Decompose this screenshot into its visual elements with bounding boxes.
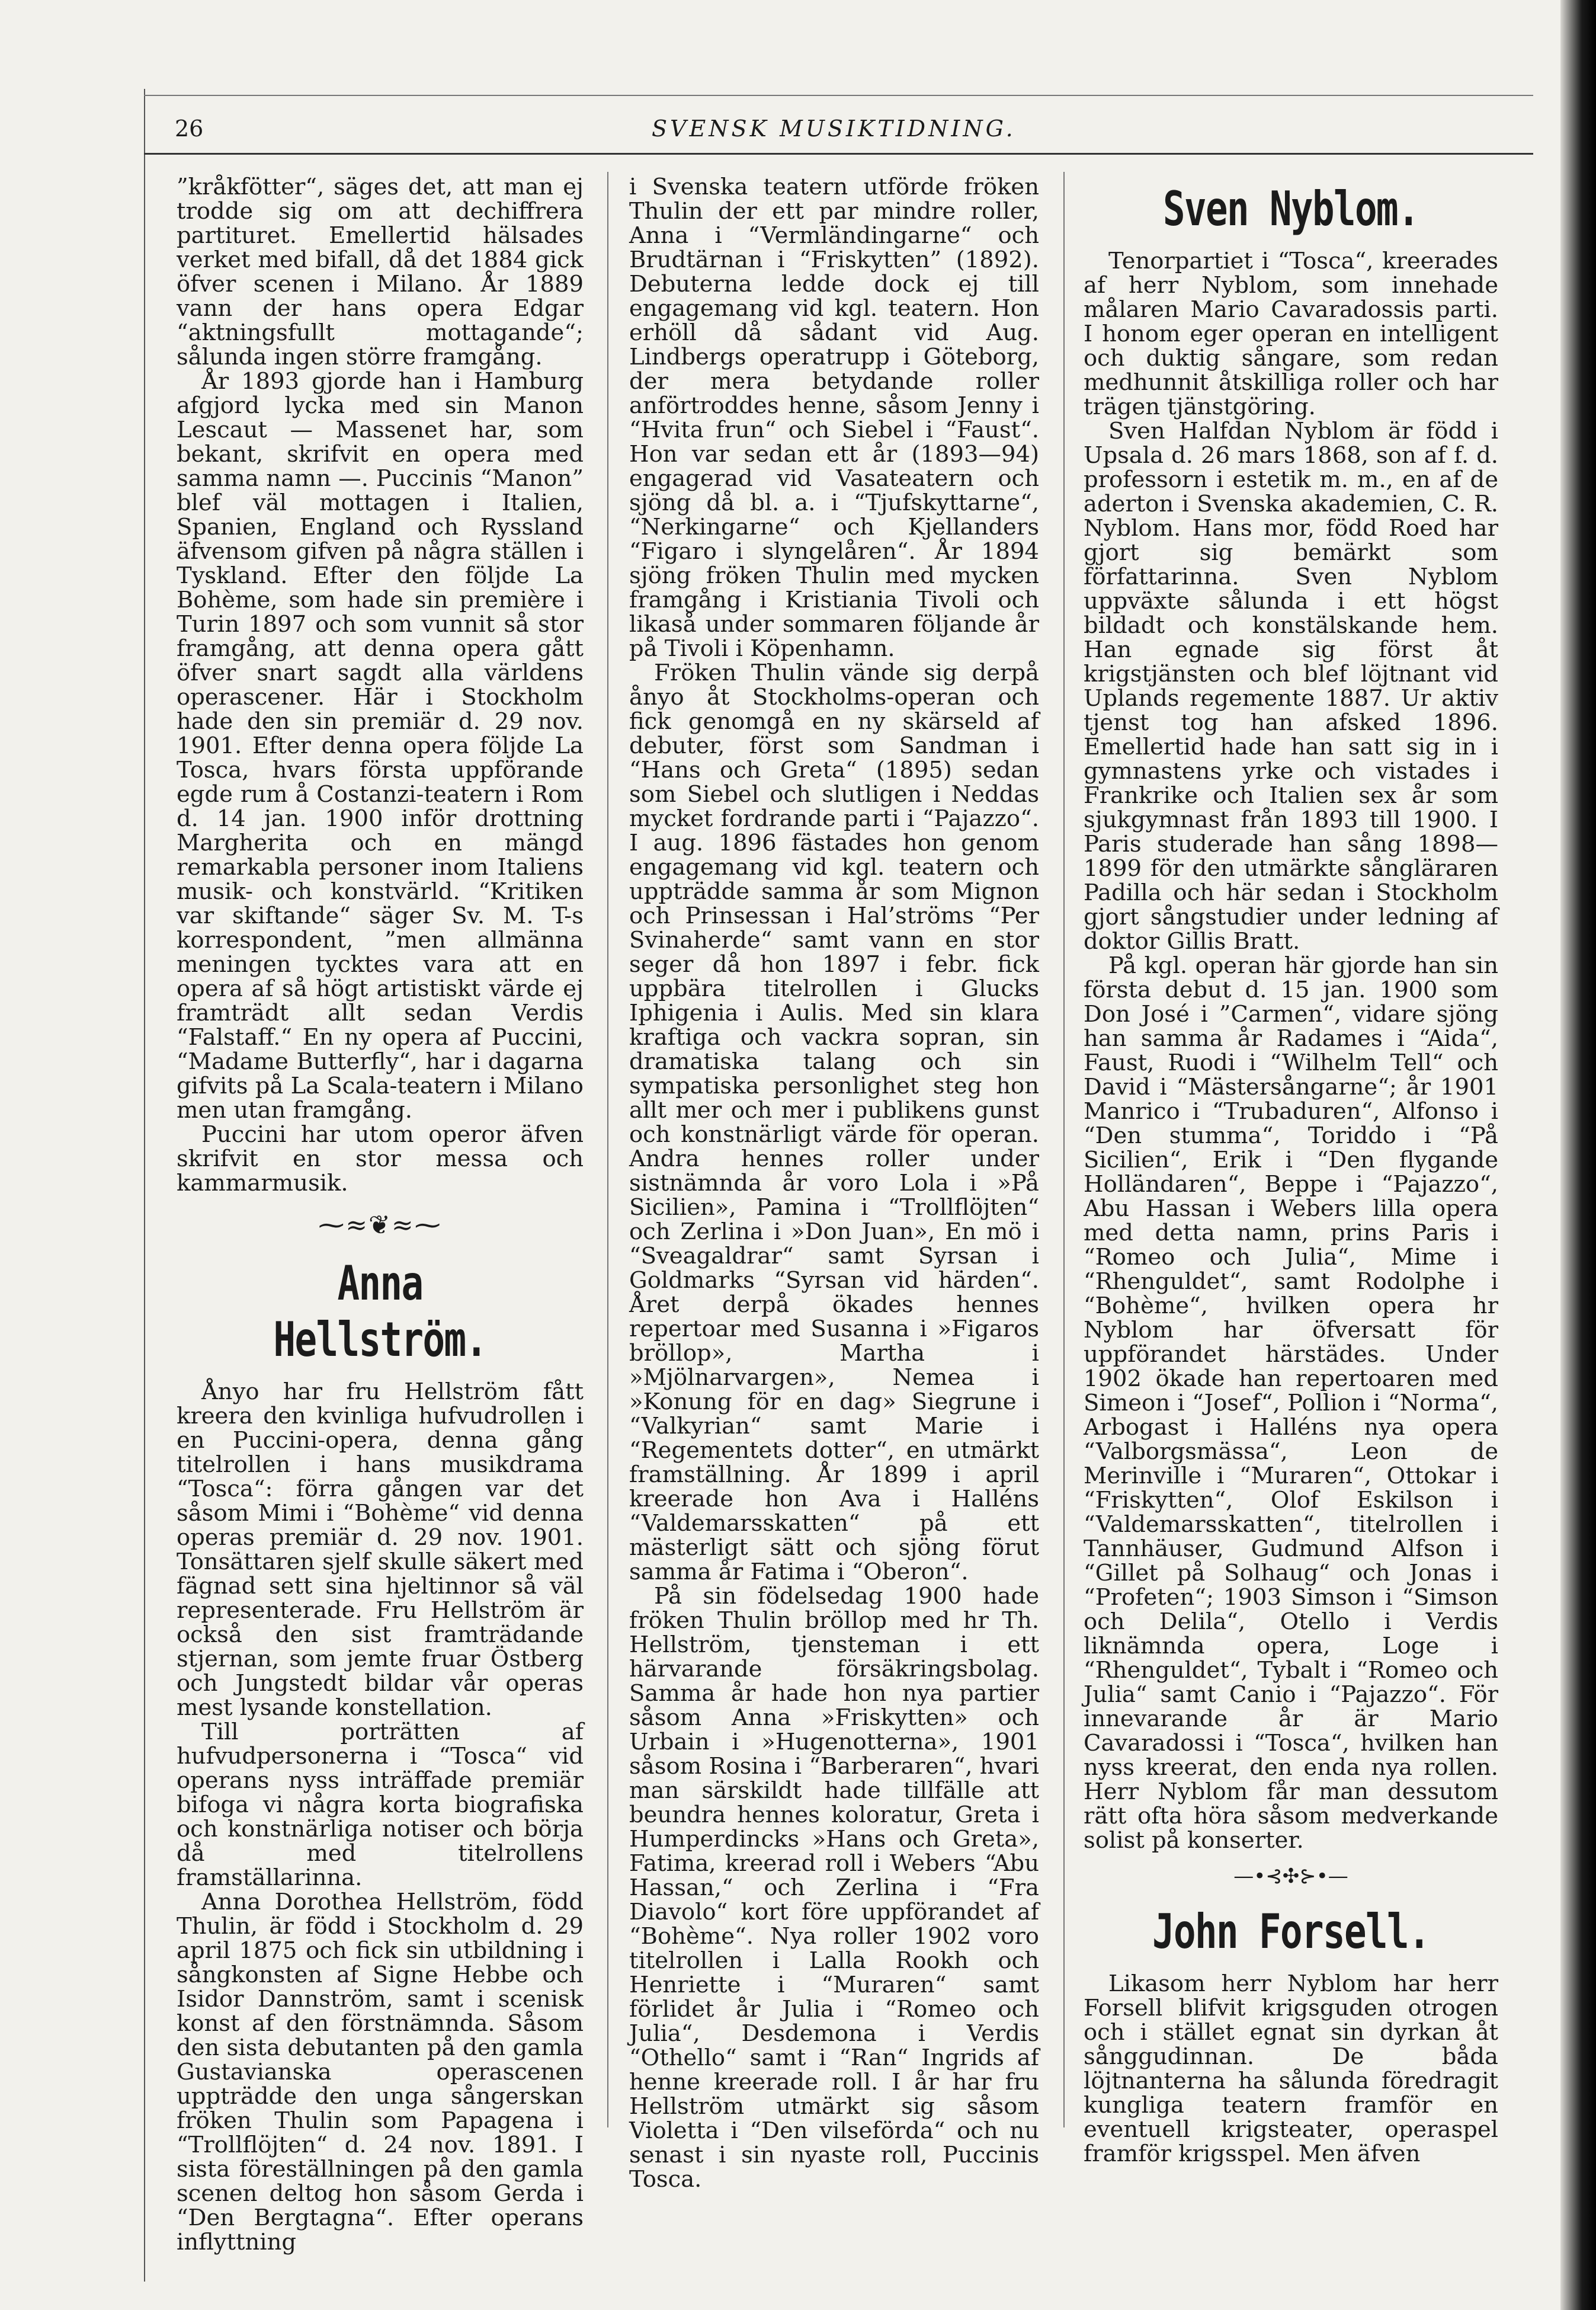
puccini-paragraph-2: År 1893 gjorde han i Hamburg afgjord lycka med sin Manon Lescaut — Massenet har, som bekant, skrifvit en opera med samma namn —. Puccinis “Manon” blef väl mottagen i Italien, Spanien, England och Ryssland äfvensom gifven på några ställen i Tyskland. Efter den följde La Bohème, som hade sin première i Turin 1897 och som vunnit så stor framgång, att denna opera gått öfver snart sagdt alla världens operascener. Här i Stockholm hade den sin premiär d. 29 nov. 1901. Efter denna opera följde La Tosca, hvars första uppförande egde rum å Costanzi-teatern i Rom d. 14 jan. 1900 inför drottning Margherita och en mängd remarkabla personer inom Italiens musik- och konstvärld. “Kritiken var skiftande“ säger Sv. M. T-s korrespondent, ”men allmänna meningen tycktes vara att en opera af så högt artistiskt värde ej framträdt allt sedan Verdis “Falstaff.“ En ny opera af Puccini, “Madame Butterfly“, har i dagarna gifvits på La Scala-teatern i Milano men utan framgång. [177,368,584,1124]
page-number: 26 [175,116,204,142]
hellstrom-paragraph-2: Till porträtten af hufvudpersonerna i “Tosca“ vid operans nyss inträffade premiär bifoga vi några korta biografiska och konstnärliga notiser och börja då med titelrollens framställarinna. [177,1719,584,1891]
hellstrom-paragraph-5: Fröken Thulin vände sig derpå ånyo åt Stockholms-operan och fick genomgå en ny skärseld af debuter, först som Sandman i “Hans och Greta“ (1895) sedan som Siebel och slutligen i Neddas mycket fordrande parti i “Pajazzo“. I aug. 1896 fästades hon genom engagemang vid kgl. teatern och uppträdde samma år som Mignon och Prinsessan i Hal’ströms “Per Svinaherde“ samt vann en stor seger då hon 1897 i febr. fick uppbära titelrollen i Glucks Iphigenia i Aulis. Med sin klara kraftiga och vackra sopran, sin dramatiska talang och sin sympatiska personlighet steg hon allt mer och mer i publikens gunst och konstnärligt värde för operan. Andra hennes roller under sistnämnda år voro Lola i »På Sicilien», Pamina i “Trollflöjten“ och Zerlina i »Don Juan», En mö i “Sveagaldrar“ samt Syrsan i Goldmarks “Syrsan vid härden“. Året derpå ökades hennes repertoar med Susanna i »Figaros bröllop», Martha i »Mjölnarvargen», Nemea i »Konung för en dag» Siegrune i “Valkyrian“ samt Marie i “Regementets dotter“, en utmärkt framställning. År 1899 i april kreerade hon Ava i Halléns “Valdemarsskatten“ på ett mästerligt sätt och sjöng förut samma år Fatima i “Oberon“. [629,660,1039,1585]
column-2 [629,175,1039,2191]
header-top-rule [144,95,1533,96]
puccini-paragraph-1: ”kråkfötter“, säges det, att man ej trodde sig om att dechiffrera partituret. Emellertid hälsades verket med bifall, då det 1884 gick öfver scenen i Milano. År 1889 vann der hans opera Edgar “aktningsfullt mottagande“; sålunda ingen större framgång. [177,174,584,370]
nyblom-paragraph-3: På kgl. operan här gjorde han sin första debut d. 15 jan. 1900 som Don José i ”Carmen“, vidare sjöng han samma år Radames i “Aida“, Faust, Ruodi i “Wilhelm Tell“ och David i “Mästersångarne“; år 1901 Manrico i “Trubaduren“, Alfonso i “Den stumma“, Toriddo i “På Sicilien“, Erik i “Den flygande Holländaren“, Beppe i “Pajazzo“, Abu Hassan i Webers lilla opera med detta namn, prins Paris i “Romeo och Julia“, Mime i “Rhenguldet“, samt Rodolphe i “Bohème“, hvilken opera hr Nyblom har öfversatt för uppförandet härstädes. Under 1902 ökade han repertoaren med Simeon i “Josef“, Pollion i “Norma“, Arbogast i Halléns nya opera “Valborgsmässa“, Leon de Merinville i “Muraren“, Ottokar i “Friskytten“, Olof Eskilson i “Valdemarsskatten“, titelrollen i Tannhäuser, Gudmund Alfson i “Gillet på Solhaug“ och Jonas i “Profeten“; 1903 Simson i “Simson och Delila“, Otello i Verdis liknämnda opera, Loge i “Rhenguldet“, Tybalt i “Romeo och Julia“ samt Canio i “Pajazzo“. För innevarande år är Mario Cavaradossi i “Tosca“, hvilken han nyss kreerat, den enda nya rollen. Herr Nyblom får man dessutom rätt ofta höra såsom medverkande solist på konserter. [1084,952,1498,1854]
section-heading-anna-hellstrom: Anna Hellström. [273,1256,487,1367]
header-rule [144,153,1533,155]
section-heading-john-forsell: John Forsell. [1152,1904,1430,1959]
ornament-divider: ⁓≈❦≈⁓ [318,1210,442,1240]
running-head: SVENSK MUSIKTIDNING. [652,116,1016,142]
nyblom-paragraph-1: Tenorpartiet i “Tosca“, kreerades af herr Nyblom, som innehade målaren Mario Cavaradossis parti. I honom eger operan en intelligent och duktig sångare, som redan medhunnit åtskilliga roller och har trägen tjänstgöring. [1084,248,1498,420]
nyblom-paragraph-2: Sven Halfdan Nyblom är född i Upsala d. 26 mars 1868, son af f. d. professorn i estetik m. m., en af de aderton i Svenska akademien, C. R. Nyblom. Hans mor, född Roed har gjort sig bemärkt som författarinna. Sven Nyblom uppväxte sålunda i ett högst bildadt och konstälskande hem. Han egnade sig först åt krigstjänsten och blef löjtnant vid Uplands regemente 1887. Ur aktiv tjenst tog han afsked 1896. Emellertid hade han satt sig in i gymnastens yrke och vistades i Frankrike och Italien sex år som sjukgymnast från 1893 till 1900. I Paris studerade han sång 1898—1899 för den utmärkte sångläraren Padilla och här sedan i Stockholm gjort sångstudier under ledning af doktor Gillis Bratt. [1084,418,1498,955]
column-rule-2 [1063,172,1065,2127]
section-heading-sven-nyblom: Sven Nyblom. [1162,181,1419,236]
hellstrom-paragraph-3: Anna Dorothea Hellström, född Thulin, är född i Stockholm d. 29 april 1875 och fick sin utbildning i sångkonsten af Signe Hebbe och Isidor Dannström, samt i scenisk konst af den förstnämnda. Såsom den sista debutanten på den gamla Gustavianska operascenen uppträdde den unga sångerskan fröken Thulin som Papagena i “Trollflöjten“ d. 24 nov. 1891. I sista föreställningen på den gamla scenen deltog hon såsom Gerda i “Den Bergtagna“. Efter operans inflyttning [177,1889,584,2255]
column-3 [1084,175,1498,2166]
hellstrom-paragraph-1: Ånyo har fru Hellström fått kreera den kvinliga hufvudrollen i en Puccini-opera, denna gång titelrollen i hans musikdrama “Tosca“: förra gången var det såsom Mimi i “Bohème“ vid denna operas premiär d. 29 nov. 1901. Tonsättaren sjelf skulle säkert med fägnad sett sina hjeltinnor så väl representerade. Fru Hellström är också den sist framträdande stjernan, som jemte fruar Östberg och Jungstedt bildar vår operas mest lysande konstellation. [177,1378,584,1721]
hellstrom-paragraph-4: i Svenska teatern utförde fröken Thulin der ett par mindre roller, Anna i “Vermländingarne“ och Brudtärnan i “Friskytten” (1892). Debuterna ledde dock ej till engagemang vid kgl. teatern. Hon erhöll då sådant vid Aug. Lindbergs operatrupp i Göteborg, der mera betydande roller anförtroddes henne, såsom Jenny i “Hvita frun“ och Siebel i “Faust“. Hon var sedan ett år (1893—94) engagerad vid Vasateatern och sjöng då bl. a. i “Tjufskyttarne“, “Nerkingarne“ och Kjellanders “Figaro i slyngelåren“. År 1894 sjöng fröken Thulin med mycken framgång i Kristiania Tivoli och likaså under sommaren följande år på Tivoli i Köpenhamn. [629,174,1039,662]
forsell-paragraph-1: Likasom herr Nyblom har herr Forsell blifvit krigsguden otrogen och i stället egnat sin dyrkan åt sånggudinnan. De båda löjtnanterna ha sålunda föredragit kungliga teatern framför en eventuell krigsteater, operaspel framför krigsspel. Men äfven [1084,1970,1498,2167]
scan-edge [1560,0,1596,2310]
column-1 [177,175,584,2254]
ornament-divider-small: —•⊰✣⊱•— [1233,1864,1348,1888]
puccini-paragraph-3: Puccini har utom operor äfven skrifvit en stor messa och kammarmusik. [177,1121,584,1196]
hellstrom-paragraph-6: På sin födelsedag 1900 hade fröken Thulin bröllop med hr Th. Hellström, tjensteman i ett härvarande försäkringsbolag. Samma år hade hon nya partier såsom Anna »Friskytten» och Urbain i »Hugenotterna», 1901 såsom Rosina i “Barberaren“, hvari man särskildt hade tillfälle att beundra hennes koloratur, Greta i Humperdincks »Hans och Greta», Fatima, kreerad roll i Webers “Abu Hassan,“ och Zerlina i “Fra Diavolo“ kort före uppförandet af “Bohème“. Nya roller 1902 voro titelrollen i Lalla Rookh och Henriette i “Muraren“ samt förlidet år Julia i “Romeo och Julia“, Desdemona i Verdis “Othello“ samt i “Ran“ Ingrids af henne kreerade roll. I år har fru Hellström utmärkt sig såsom Violetta i “Den vilseförda“ och nu senast i sin nyaste roll, Puccinis Tosca. [629,1583,1039,2193]
column-rule-1 [607,172,608,2127]
